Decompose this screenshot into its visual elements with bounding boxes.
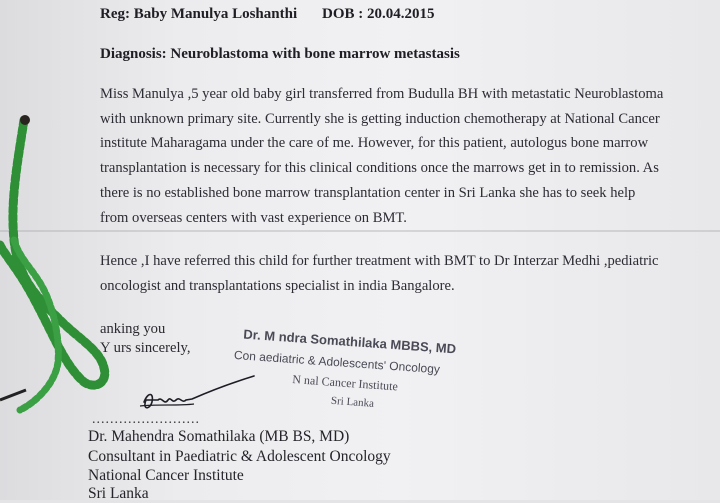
body-line: institute Maharagama under the care of me. However, for this patient, autologus bone marrow — [100, 135, 649, 151]
signer-title: Consultant in Paediatric & Adolescent Oncology — [88, 448, 391, 465]
signer-name: Dr. Mahendra Somathilaka (MB BS, MD) — [88, 428, 350, 445]
stamp-line: Sri Lanka — [330, 394, 375, 410]
stamp-line: Dr. M ndra Somathilaka MBBS, MD — [242, 326, 457, 357]
body-line: from overseas centers with vast experience on BMT. — [100, 210, 407, 226]
stamp-line: N nal Cancer Institute — [291, 372, 399, 394]
signer-country: Sri Lanka — [88, 485, 149, 502]
diagnosis-line: Diagnosis: Neuroblastoma with bone marrow metastasis — [100, 46, 460, 62]
dob-line: DOB : 20.04.2015 — [322, 6, 435, 22]
referral-line: oncologist and transplantations specialist in india Bangalore. — [100, 278, 455, 294]
green-string-decoration — [0, 100, 140, 430]
body-line: there is no established bone marrow transplantation center in Sri Lanka she has to seek help — [100, 185, 636, 201]
referral-line: Hence ,I have referred this child for further treatment with BMT to Dr Interzar Medhi ,pediatric — [100, 253, 659, 269]
stamp-line: Con aediatric & Adolescents' Oncology — [233, 347, 441, 377]
body-line: transplantation is necessary for this clinical conditions once the marrows get in to remission. As — [100, 160, 659, 176]
body-line: Miss Manulya ,5 year old baby girl transferred from Budulla BH with metastatic Neuroblastoma — [100, 86, 664, 102]
closing-thanks: anking you — [100, 321, 166, 337]
body-line: with unknown primary site. Currently she is getting induction chemotherapy at National Cancer — [100, 111, 660, 127]
signer-institution: National Cancer Institute — [88, 467, 244, 484]
closing-sincerely: Y urs sincerely, — [100, 340, 191, 356]
reg-line: Reg: Baby Manulya Loshanthi — [100, 6, 298, 22]
signature-dotted-line: ........................ — [92, 412, 200, 427]
